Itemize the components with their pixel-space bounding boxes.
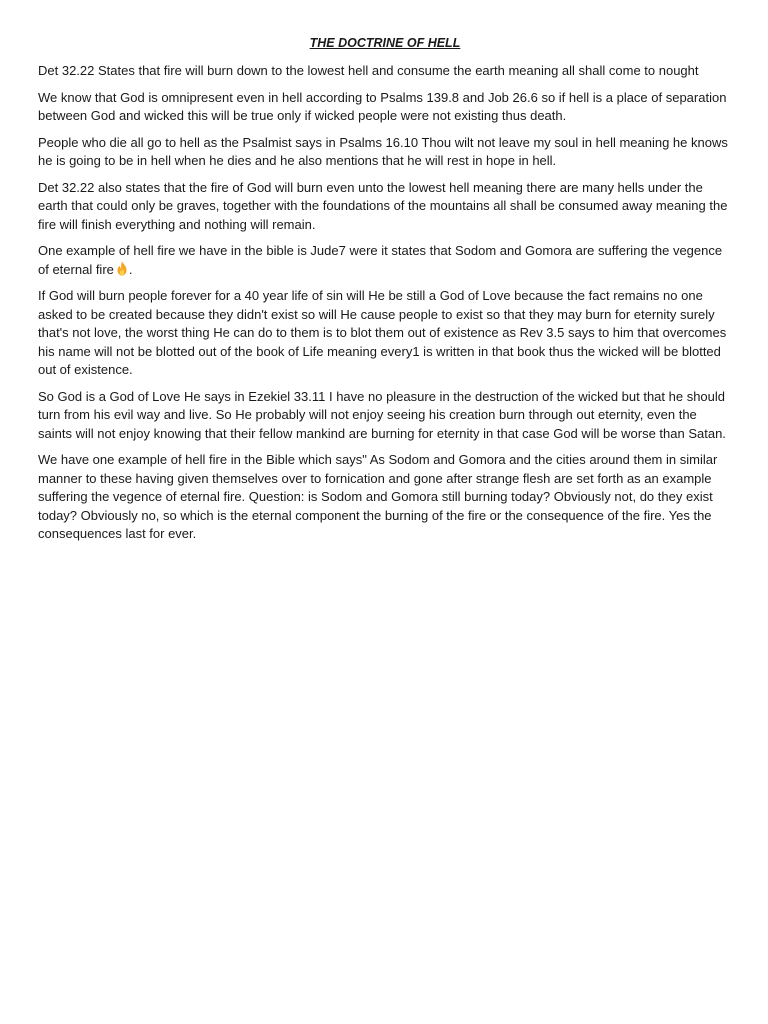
document-title: THE DOCTRINE OF HELL [309, 36, 461, 50]
paragraph-2: We know that God is omnipresent even in hell according to Psalms 139.8 and Job 26.6 so if hell is a place of separation between God and wicked this will be true only if wicked people were not existing thus death. [38, 89, 727, 123]
paragraph-7: So God is a God of Love He says in Ezekiel 33.11 I have no pleasure in the destruction of the wicked but that he should turn from his evil way and live. So He probably will not enjoy seeing his creation burn through out eternity, even the saints will not enjoy knowing that their fellow mankind are burning for eternity in that case God will be worse than Satan. [38, 388, 726, 441]
paragraph-5-suffix: . [128, 261, 133, 277]
paragraph-5 [38, 242, 732, 279]
paragraph-5-text: One example of hell fire we have in the bible is Jude7 were it states that Sodom and Gomora are suffering the vegence of eternal fire [38, 243, 723, 277]
fire-emoji-icon [115, 261, 129, 276]
paragraph-4: Det 32.22 also states that the fire of God will burn even unto the lowest hell meaning there are many hells under the earth that could only be graves, together with the foundations of the mountains all shall be consumed away meaning the fire will finish everything and nothing will remain. [38, 179, 728, 232]
paragraph-1: Det 32.22 States that fire will burn down to the lowest hell and consume the earth meaning all shall come to nought [38, 63, 699, 78]
paragraph-3: People who die all go to hell as the Psalmist says in Psalms 16.10 Thou wilt not leave my soul in hell meaning he knows he is going to be in hell when he dies and he also mentions that he will rest in hope in hell. [38, 134, 728, 168]
paragraph-6: If God will burn people forever for a 40 year life of sin will He be still a God of Love because the fact remains no one asked to be created because they didn't exist so will He cause people to exist so that they may burn for eternity surely that's not love, the worst thing He can do to them is to blot them out of existence as Rev 3.5 says to him that overcomes his name will not be blotted out of the book of Life meaning every1 is written in that book thus the wicked will be blotted out of existence. [38, 288, 727, 377]
paragraph-8: We have one example of hell fire in the Bible which says" As Sodom and Gomora and the cities around them in similar manner to these having given themselves over to fornication and gone after strange flesh are set forth as an example suffering the vegence of eternal fire. Question: is Sodom and Gomora still burning today? Obviously not, do they exist today? Obviously no, so which is the eternal component the burning of the fire or the consequence of the fire. Yes the consequences last for ever. [38, 452, 718, 541]
